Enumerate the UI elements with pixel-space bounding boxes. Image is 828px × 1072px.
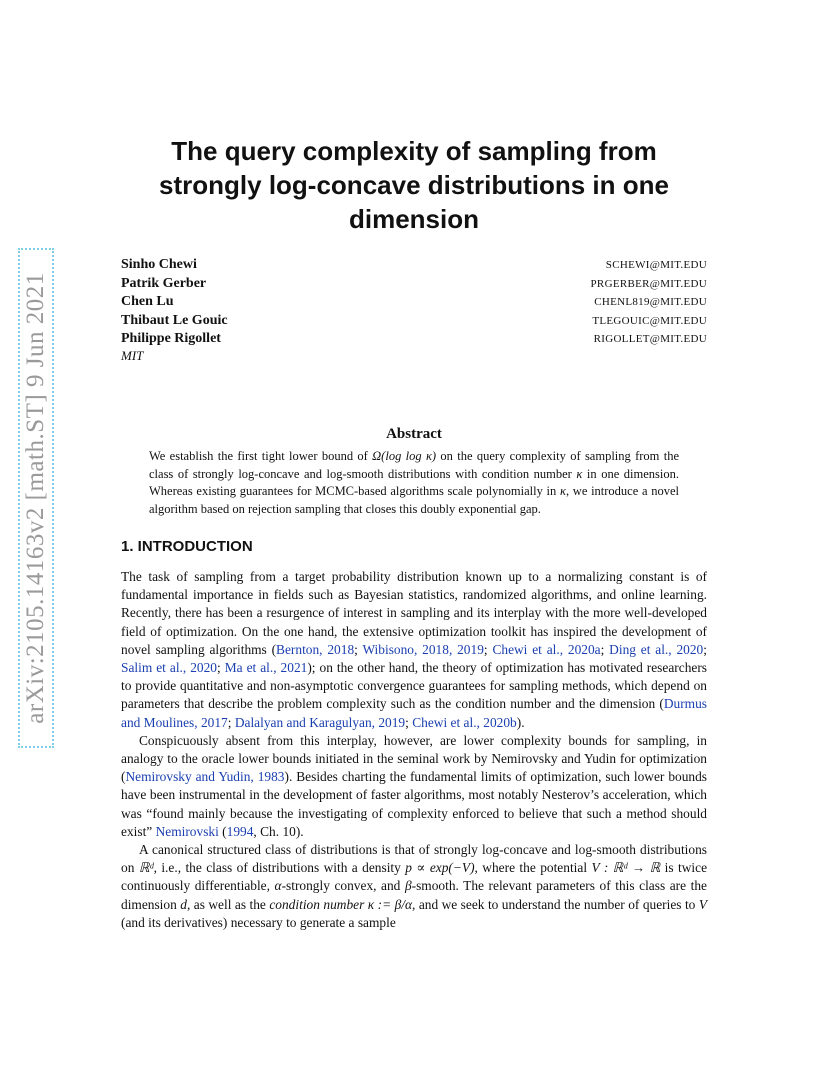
author-name: Sinho Chewi — [121, 257, 197, 272]
affiliation: MIT — [121, 348, 144, 363]
math-inline: V : ℝᵈ → ℝ — [591, 860, 661, 876]
paragraph: Conspicuously absent from this interplay, however, are lower complexity bounds for sampling, in analogy to the oracle lower bounds initiated in the seminal work by Nemirovsky and Yudin for optimization (Nemirovsky and Yudin, 1983). Besides charting the fundamental limits of optimization, such lower bounds have been instrumental in the development of faster algorithms, most notably Nesterov’s acceleration, which was “found mainly because the investigating of complexity enforced to believe that such a method should exist” Nemirovski (1994, Ch. 10). — [121, 732, 708, 839]
author-row — [121, 257, 707, 276]
math-inline: p ∝ exp(−V) — [405, 860, 475, 876]
arxiv-stamp — [18, 248, 54, 748]
author-email: RIGOLLET@MIT.EDU — [593, 333, 707, 345]
author-email: TLEGOUIC@MIT.EDU — [592, 314, 707, 327]
citation-link[interactable]: Durmus and Moulines, 2017 — [121, 696, 707, 730]
arxiv-stamp-text: arXiv:2105.14163v2 [math.ST] 9 Jun 2021 — [22, 272, 49, 724]
author-row — [121, 331, 707, 350]
citation-link[interactable]: Dalalyan and Karagulyan, 2019 — [234, 714, 406, 730]
abstract-heading: Abstract — [386, 426, 442, 442]
math-inline: V — [698, 896, 708, 912]
author-row — [121, 294, 707, 313]
paper-title: The query complexity of sampling from strongly log-concave distributions in one dimension — [159, 136, 669, 234]
math-inline: κ := β/α — [364, 896, 413, 912]
author-email: CHENL819@MIT.EDU — [594, 296, 707, 308]
math-inline: Ω(log log κ) — [372, 449, 437, 463]
math-inline: d — [180, 896, 187, 912]
author-list — [121, 257, 707, 350]
math-inline: β — [404, 878, 412, 894]
citation-link[interactable]: Salim et al., 2020 — [121, 660, 218, 676]
citation-link[interactable]: Nemirovski — [155, 823, 219, 839]
abstract-text: We establish the first tight lower bound of Ω(log log κ) on the query complexity of sampling from the class of strongly log-concave and log-smooth distributions with condition number κ in one dimension. Whereas existing guarantees for MCMC-based algorithms scale polynomially in κ, we introduce a novel algorithm based on rejection sampling that closes this doubly exponential gap. — [149, 449, 679, 516]
author-row — [121, 276, 707, 295]
author-name: Thibaut Le Gouic — [121, 312, 228, 328]
emphasis: condition number — [269, 896, 365, 912]
citation-link[interactable]: Wibisono, 2018, 2019 — [362, 641, 484, 657]
author-name: Patrik Gerber — [121, 275, 207, 291]
author-name: Chen Lu — [121, 294, 174, 309]
author-name: Philippe Rigollet — [121, 331, 221, 346]
citation-link[interactable]: Chewi et al., 2020a — [492, 641, 601, 657]
paragraph: The task of sampling from a target probability distribution known up to a normalizing constant is of fundamental importance in fields such as Bayesian statistics, randomized algorithms, and online learning. Recently, there has been a resurgence of interest in sampling and its interplay with the more well-developed field of optimization. On the one hand, the extensive optimization toolkit has inspired the development of novel sampling algorithms (Bernton, 2018; Wibisono, 2018, 2019; Chewi et al., 2020a; Ding et al., 2020; Salim et al., 2020; Ma et al., 2021); on the other hand, the theory of optimization has motivated researchers to provide quantitative and non-asymptotic convergence guarantees for sampling methods, which depend on parameters that describe the problem complexity such as the condition number and the dimension (Durmus and Moulines, 2017; Dalalyan and Karagulyan, 2019; Chewi et al., 2020b). — [121, 569, 707, 730]
citation-link[interactable]: Chewi et al., 2020b — [412, 714, 517, 730]
author-row — [121, 313, 707, 332]
math-inline: κ — [559, 484, 566, 498]
section-heading: 1. INTRODUCTION — [121, 538, 253, 555]
paragraph: A canonical structured class of distributions is that of strongly log-concave and log-smooth distributions on ℝᵈ, i.e., the class of distributions with a density p ∝ exp(−V), where the potential V : ℝᵈ → ℝ is twice continuously differentiable, α-strongly convex, and β-smooth. The relevant parameters of this class are the dimension d, as well as the condition number κ := β/α, and we seek to understand the number of queries to V (and its derivatives) necessary to generate a sample — [121, 842, 708, 930]
math-inline: α — [274, 878, 282, 894]
math-inline: ℝᵈ — [138, 860, 154, 876]
author-email: PRGERBER@MIT.EDU — [590, 277, 707, 290]
body-text — [121, 568, 707, 932]
math-inline: κ — [576, 466, 583, 481]
citation-link[interactable]: Nemirovsky and Yudin, 1983 — [125, 769, 285, 785]
citation-link[interactable]: Ding et al., 2020 — [609, 641, 704, 657]
citation-link[interactable]: Ma et al., 2021 — [224, 660, 308, 676]
citation-link[interactable]: 1994 — [226, 823, 254, 839]
citation-link[interactable]: Bernton, 2018 — [276, 641, 355, 657]
author-email: SCHEWI@MIT.EDU — [605, 259, 707, 271]
